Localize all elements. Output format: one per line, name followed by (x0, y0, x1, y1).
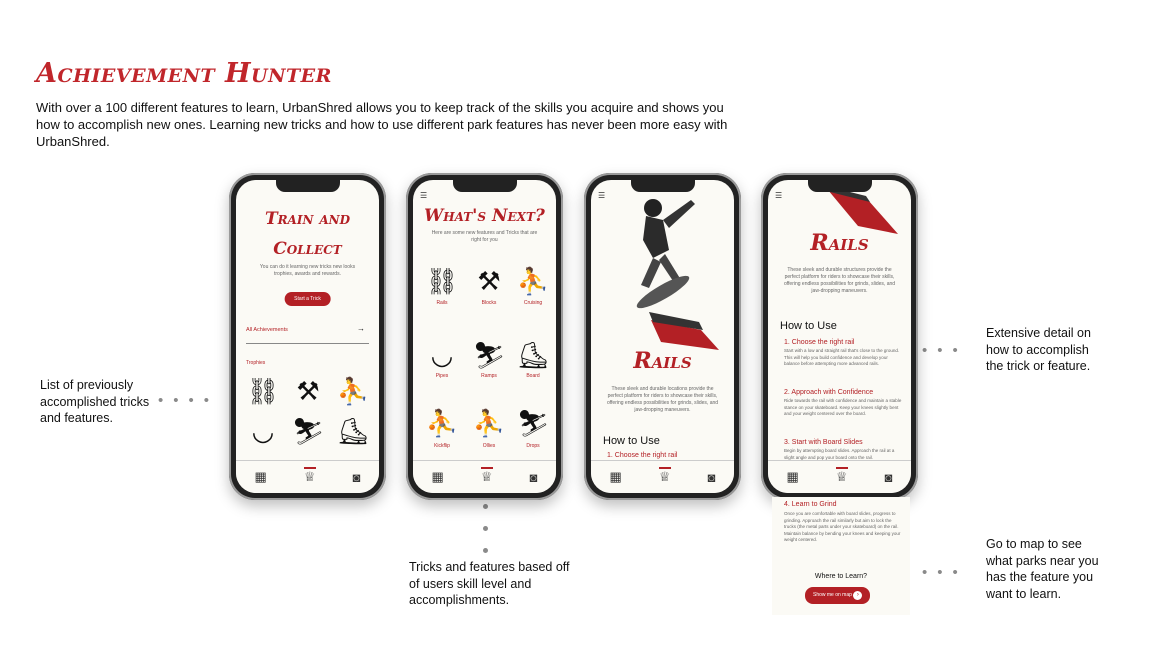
skater-icon[interactable]: ⛹ (336, 376, 370, 406)
phone-notch (276, 180, 340, 192)
feature-label: Blocks (481, 300, 497, 306)
rails-description: These sleek and durable structures provide the perfect platform for riders to showcase their skills, offering endless possibilities for grinds, slides, and jaw-dropping maneuvers. (783, 267, 896, 294)
trophy-icon[interactable]: ♕ (480, 469, 493, 484)
phone-achievements (229, 173, 386, 500)
skater-photo (591, 180, 734, 350)
connector-dots-right-bottom: ••• (922, 564, 968, 581)
trophy-icon[interactable]: ♕ (303, 469, 316, 484)
note-right-top: Extensive detail on how to accomplish the trick or feature. (986, 326, 1091, 373)
where-to-learn-heading: Where to Learn? (814, 573, 868, 580)
step-text: Begin by attempting board slides. Approach the rail at a slight angle and pop your board onto the rail. (784, 448, 895, 460)
arrow-right-icon[interactable]: → (357, 324, 365, 333)
camera-icon[interactable]: ◙ (529, 469, 538, 485)
map-icon[interactable]: ▦ (254, 469, 267, 484)
rails-detail-screen (768, 180, 911, 493)
screen-subtitle: You can do it learning new tricks new looks trophies, awards and rewards. (259, 264, 356, 277)
camera-icon[interactable]: ◙ (352, 469, 361, 485)
show-on-map-label: Show me on map (813, 592, 852, 598)
note-bottom: Tricks and features based off of users skill level and accomplishments. (409, 560, 570, 607)
show-on-map-button[interactable] (805, 587, 870, 604)
ramp-icon[interactable]: ⛷ (291, 416, 325, 446)
feature-label: Board (526, 373, 540, 379)
phone-whats-next (406, 173, 563, 500)
connector-dot (483, 548, 488, 553)
phone-notch (453, 180, 517, 192)
feature-label: Cruising (523, 300, 543, 306)
step-text: Ride towards the rail with confidence and maintain a stable stance on your skateboard. Keep your knees slightly bent and your weight centered over the board. (784, 398, 902, 416)
note-left: List of previously accomplished tricks and features. (40, 378, 150, 425)
pipes-icon[interactable]: ◡ (430, 340, 454, 370)
phone-rails-detail (761, 173, 918, 500)
blocks-icon[interactable]: ⚒ (477, 266, 501, 296)
menu-icon[interactable]: ☰ (598, 191, 606, 200)
tab-bar (236, 460, 379, 493)
rail-icon[interactable]: ⛓ (246, 376, 280, 406)
menu-icon[interactable]: ☰ (775, 191, 783, 200)
feature-label: Ollies (482, 443, 496, 449)
rails-icon[interactable]: ⛓ (425, 266, 459, 296)
drops-icon[interactable]: ⛷ (516, 408, 550, 438)
connector-dot (483, 526, 488, 531)
rail-photo (808, 186, 908, 236)
step-heading: 1. Choose the right rail (784, 339, 855, 346)
step-text: Once you are comfortable with board slides, progress to grinding. Approach the rail similarly but aim to lock the trucks (the metal parts under your skateboard) on the rail. Maintain balance by bending your knees and keeping your weight centered. (784, 511, 901, 542)
feature-label: Pipes (435, 373, 449, 379)
feature-label: Kickflip (434, 443, 450, 449)
phone-rails-hero (584, 173, 741, 500)
step-heading: 2. Approach with Confidence (784, 389, 874, 396)
grind-icon[interactable]: ⚒ (296, 376, 320, 406)
how-to-heading: How to Use (780, 320, 837, 332)
map-icon[interactable]: ▦ (609, 469, 622, 484)
screen-title: Rails (810, 230, 869, 256)
kickflip-icon[interactable]: ⛹ (425, 408, 459, 438)
scroll-extension-panel (772, 497, 910, 615)
screen-title: Rails (633, 348, 692, 374)
step-text: Start with a low and straight rail that's close to the ground. This will help you build confidence and develop your balance before attempting more advanced rails. (784, 348, 900, 366)
feature-label: Drops (526, 443, 540, 449)
tab-bar (591, 460, 734, 493)
phone-notch (631, 180, 695, 192)
ramps-icon[interactable]: ⛷ (472, 340, 506, 370)
skateboard-icon[interactable]: ⛸ (336, 416, 370, 446)
halfpipe-icon[interactable]: ◡ (251, 416, 275, 446)
feature-label: Ramps (481, 373, 497, 379)
all-achievements-link[interactable]: All Achievements (246, 327, 288, 333)
chevron-right-icon: › (853, 591, 862, 600)
board-icon[interactable]: ⛸ (516, 340, 550, 370)
ollies-icon[interactable]: ⛹ (472, 408, 506, 438)
rails-description: These sleek and durable locations provide the perfect platform for riders to showcase their skills, offering endless possibilities for grinds, slides, and jaw-dropping maneuvers. (606, 386, 719, 413)
camera-icon[interactable]: ◙ (884, 469, 893, 485)
connector-dot (483, 504, 488, 509)
screen-title: Train and Collect (264, 209, 351, 259)
tab-bar (413, 460, 556, 493)
tab-bar (768, 460, 911, 493)
page-heading: Achievement Hunter (36, 58, 332, 89)
feature-label: Rails (436, 300, 448, 306)
screen-subtitle: Here are some new features and Tricks that are right for you (431, 230, 538, 243)
menu-icon[interactable]: ☰ (420, 191, 428, 200)
divider (246, 343, 369, 344)
trophy-icon[interactable]: ♕ (835, 469, 848, 484)
section-label: Trophies (246, 360, 266, 366)
phone-notch (808, 180, 872, 192)
whats-next-screen (413, 180, 556, 493)
connector-dots-left: •••• (158, 392, 220, 409)
trophy-icon[interactable]: ♕ (658, 469, 671, 484)
start-trick-button[interactable]: Start a Trick (284, 292, 331, 306)
cruising-icon[interactable]: ⛹ (516, 266, 550, 296)
camera-icon[interactable]: ◙ (707, 469, 716, 485)
step-heading: 4. Learn to Grind (784, 501, 837, 508)
screen-title: What's Next? (424, 206, 545, 226)
achievements-screen (236, 180, 379, 493)
how-to-heading: How to Use (603, 435, 660, 447)
map-icon[interactable]: ▦ (786, 469, 799, 484)
connector-dots-right-top: ••• (922, 342, 968, 359)
step-heading: 3. Start with Board Slides (784, 439, 863, 446)
intro-text: With over a 100 different features to learn, UrbanShred allows you to keep track of the skills you acquire and shows you how to accomplish new ones. Learning new tricks and how to use different park features has never been more easy with UrbanShred. (36, 100, 728, 149)
note-right-bottom: Go to map to see what parks near you has the feature you want to learn. (986, 537, 1099, 601)
map-icon[interactable]: ▦ (431, 469, 444, 484)
step-heading: 1. Choose the right rail (607, 452, 678, 459)
rails-hero-screen (591, 180, 734, 493)
